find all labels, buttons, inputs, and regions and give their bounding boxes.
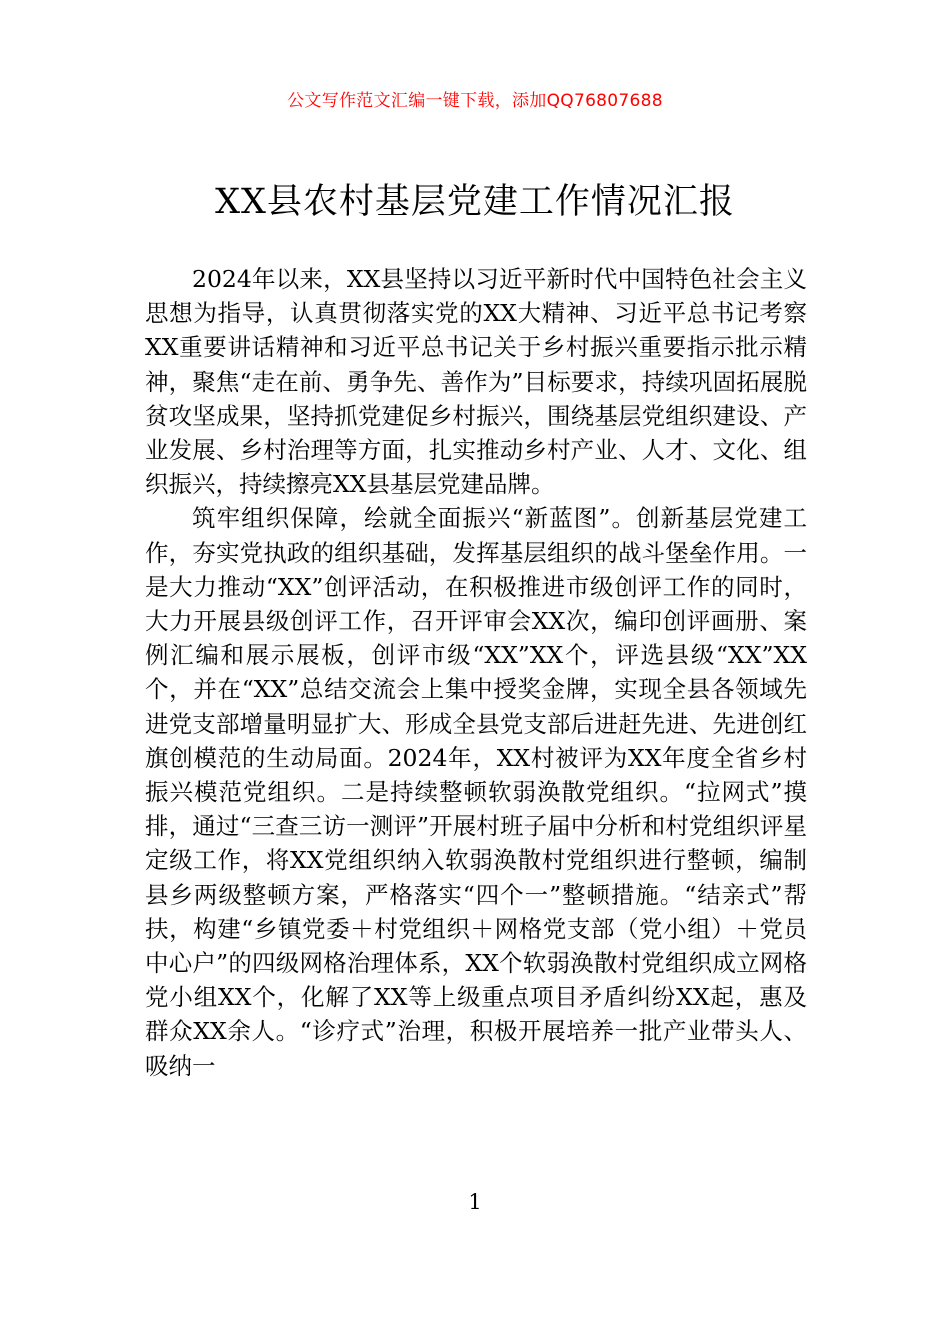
document-body — [145, 262, 807, 1083]
paragraph-organization: 筑牢组织保障，绘就全面振兴“新蓝图”。创新基层党建工作，夯实党执政的组织基础，发挥基层组织的战斗堡垒作用。一是大力推动“XX”创评活动，在积极推进市级创评工作的同时，大力开展县级创评工作，召开评审会XX次，编印创评画册、案例汇编和展示展板，创评市级“XX”XX个，评选县级“XX”XX个，并在“XX”总结交流会上集中授奖金牌，实现全县各领域先进党支部增量明显扩大、形成全县党支部后进赶先进、先进创红旗创模范的生动局面。2024年，XX村被评为XX年度全省乡村振兴模范党组织。二是持续整顿软弱涣散党组织。“拉网式”摸排，通过“三查三访一测评”开展村班子届中分析和村党组织评星定级工作，将XX党组织纳入软弱涣散村党组织进行整顿，编制县乡两级整顿方案，严格落实“四个一”整顿措施。“结亲式”帮扶，构建“乡镇党委＋村党组织＋网格党支部（党小组）＋党员中心户”的四级网格治理体系，XX个软弱涣散村党组织成立网格党小组XX个，化解了XX等上级重点项目矛盾纠纷XX起，惠及群众XX余人。“诊疗式”治理，积极开展培养一批产业带头人、吸纳一 — [145, 504, 807, 1080]
download-notice: 公文写作范文汇编一键下载，添加QQ76807688 — [287, 91, 663, 111]
paragraph-intro: 2024年以来，XX县坚持以习近平新时代中国特色社会主义思想为指导，认真贯彻落实党的XX大精神、习近平总书记考察XX重要讲话精神和习近平总书记关于乡村振兴重要指示批示精神，聚焦“走在前、勇争先、善作为”目标要求，持续巩固拓展脱贫攻坚成果，坚持抓党建促乡村振兴，围绕基层党组织建设、产业发展、乡村治理等方面，扎实推动乡村产业、人才、文化、组织振兴，持续擦亮XX县基层党建品牌。 — [145, 265, 807, 499]
page-number: 1 — [468, 1190, 482, 1214]
document-title: XX县农村基层党建工作情况汇报 — [215, 182, 735, 222]
